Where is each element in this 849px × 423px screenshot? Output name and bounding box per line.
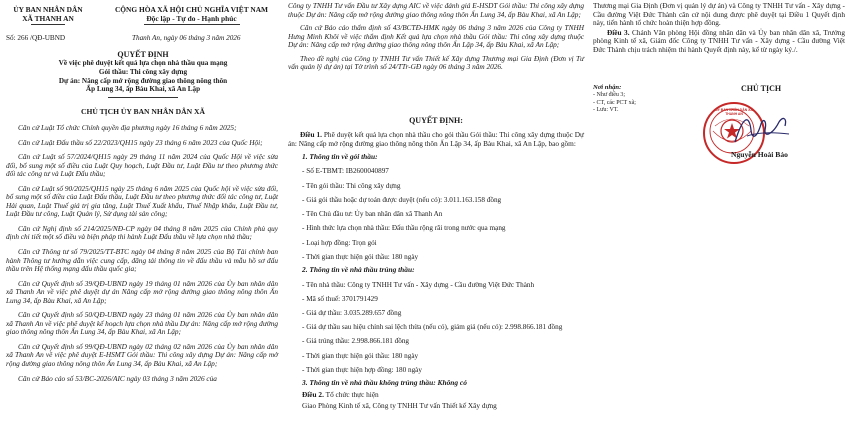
recipients-block [593, 84, 673, 115]
package-item: - Số E-TBMT: IB2600040897 [302, 167, 389, 176]
package-item: - Tên Chủ đầu tư: Ủy ban nhân dân xã Thanh An [302, 210, 443, 219]
decision-title [6, 50, 280, 116]
title-line3: Dự án: Nâng cấp mở rộng đường giao thông nông thôn [58, 76, 228, 85]
article-2-head: Điều 2. [302, 389, 324, 399]
article-2-detail: Giao Phòng Kinh tế xã, Công ty TNHH Tư vấn Thiết kế Xây dựng [302, 401, 497, 411]
section-loser-info: 3. Thông tin về nhà thầu không trúng thầu: Không có [302, 378, 467, 388]
article-1-head: Điều 1. [300, 130, 322, 139]
basis-para: Căn cứ Luật Tổ chức Chính quyền địa phương ngày 16 tháng 6 năm 2025; [18, 123, 237, 132]
recipient-item: - Lưu: VT. [593, 107, 619, 114]
agency-underline [31, 24, 65, 25]
legal-basis [6, 118, 278, 383]
recipients-title: Nơi nhận: [593, 84, 622, 91]
article-2-continued: Thương mại Gia Định (Đơn vị quản lý dự án) và Công ty TNHH Tư vấn - Xây dựng - Cầu đường Việt Đức Thành căn cứ nội dung được phê duyệt tại Điều 1 Quyết định này, tiến hành tổ chức hoàn thiện hợp đồng. [593, 1, 845, 28]
decision-body [288, 128, 584, 411]
agency-line1: ỦY BAN NHÂN DÂN [13, 5, 83, 14]
country-motto: Độc lập - Tự do - Hạnh phúc [146, 13, 237, 23]
article-continued [593, 2, 845, 54]
motto-underline [144, 24, 240, 25]
article-1-text: Phê duyệt kết quả lựa chọn nhà thầu cho gói thầu Gói thầu: Thi công xây dựng thuộc Dự án: Nâng cấp mở rộng đường giao thông nông thôn Ấn Lập 34, ấp Bàu Khai, xã An Lập, bao gồm: [288, 130, 584, 148]
article-2 [288, 391, 584, 400]
country-header [100, 6, 283, 25]
country-line1: CỘNG HÒA XÃ HỘI CHỦ NGHĨA VIỆT NAM [114, 5, 269, 14]
article-3-text: Chánh Văn phòng Hội đồng nhân dân và Ủy ban nhân dân xã, Trưởng phòng Kinh tế xã, Giám đốc Công ty TNHH Tư vấn - Xây dựng - Cầu đường Việt Đức Thành chịu trách nhiệm thi hành Quyết định này, kể từ ngày ký./. [593, 27, 845, 54]
title-line1: Về việc phê duyệt kết quả lựa chọn nhà thầu qua mạng [58, 59, 228, 68]
basis-para: Căn cứ Báo cáo thẩm định số 43/BCTĐ-HMK ngày 06 tháng 3 năm 2026 của Công ty TNHH Hưng Minh Khôi về việc thẩm định Kết quả lựa chọn nhà thầu Gói thầu: Thi công xây dựng thuộc Dự án: Nâng cấp mở rộng đường giao thông nông thôn Ấn Lập 34, ấp Bàu Khai, xã An Lập; [288, 23, 584, 50]
basis-para: Căn cứ Luật Đấu thầu số 22/2023/QH15 ngày 23 tháng 6 năm 2023 của Quốc Hội; [18, 137, 263, 147]
decide-heading: QUYẾT ĐỊNH: [409, 116, 463, 125]
title-line4: Ấp Lung 34, ấp Bàu Khai, xã An Lập [85, 85, 201, 94]
page-column-1 [0, 0, 283, 423]
package-item: - Thời gian thực hiện gói thầu: 180 ngày [302, 252, 419, 261]
seal-text: ỦY BAN NHÂN DÂN XÃ THANH AN [715, 108, 753, 116]
basis-para: Căn cứ Quyết định số 39/QĐ-UBND ngày 19 tháng 01 năm 2026 của Ủy ban nhân dân xã Thanh An về việc phê duyệt dự án Nâng cấp mở rộng đường giao thông nông thôn Ấn Lung 34, ấp Bàu Khai, xã An Lập; [6, 278, 278, 305]
winner-item: - Mã số thuế: 3701791429 [302, 294, 378, 303]
winner-item: - Giá dự thầu sau hiệu chỉnh sai lệch thừa (nếu có), giảm giá (nếu có): 2.998.866.181 đồng [302, 323, 563, 332]
signature-icon [729, 108, 793, 152]
article-2-text: Tổ chức thực hiện [325, 389, 379, 399]
winner-item: - Thời gian thực hiện gói thầu: 180 ngày [302, 351, 419, 360]
legal-basis-continued [288, 2, 584, 72]
decision-kind: QUYẾT ĐỊNH [117, 50, 169, 59]
package-item: - Tên gói thầu: Thi công xây dựng [302, 181, 401, 190]
recipient-item: - CT, các PCT xã; [593, 99, 636, 106]
article-1 [288, 131, 584, 148]
basis-para: Căn cứ Quyết định số 50/QĐ-UBND ngày 23 tháng 01 năm 2026 của Ủy ban nhân dân xã Thanh An về việc phê duyệt kế hoạch lựa chọn nhà thầu Dự án: Nâng cấp mở rộng đường giao thông nông thôn Ấn Lung 34, ấp Bàu Khai, xã An Lập; [6, 310, 278, 337]
package-item: - Hình thức lựa chọn nhà thầu: Đấu thầu rộng rãi trong nước qua mạng [302, 224, 506, 233]
basis-para: Căn cứ Luật số 57/2024/QH15 ngày 29 tháng 11 năm 2024 của Quốc Hội về việc sửa đổi, bổ sung một số điều của Luật Quy hoạch, Luật Đầu tư, Luật Đầu tư theo phương thức đối tác công tư và Luật Đấu thầu; [6, 152, 278, 179]
title-line2: Gói thầu: Thi công xây dựng [98, 68, 188, 76]
doc-number: Số: 266 /QĐ-UBND [6, 34, 66, 42]
basis-para: Căn cứ Báo cáo số 53/BC-2026/AIC ngày 03 tháng 3 năm 2026 của [18, 373, 217, 383]
basis-para: Công ty TNHH Tư vấn Đầu tư Xây dựng AIC về việc đánh giá E-HSDT Gói thầu: Thi công xây dựng thuộc Dự án: Nâng cấp mở rộng đường giao thông nông thôn Ấn Lung 34, ấp Bàu Khai, xã An Lập; [288, 1, 584, 19]
article-3-head: Điều 3. [607, 27, 630, 37]
section-winner-info: 2. Thông tin về nhà thầu trúng thầu: [302, 265, 415, 275]
page-column-2 [288, 0, 588, 423]
signer-title: CHỦ TỊCH [741, 84, 782, 93]
basis-para: Căn cứ Nghị định số 214/2025/NĐ-CP ngày 04 tháng 8 năm 2025 của Chính phủ quy định chi tiết một số điều và biện pháp thi hành Luật Đấu thầu về lựa chọn nhà thầu; [6, 223, 278, 242]
agency-header [0, 6, 96, 25]
winner-item: - Giá dự thầu: 3.035.289.657 đồng [302, 308, 402, 317]
title-underline [108, 97, 178, 98]
basis-para: Căn cứ Quyết định số 99/QĐ-UBND ngày 02 tháng 02 năm 2026 của Ủy ban nhân dân xã Thanh An về việc phê duyệt E-HSMT Gói thầu: Thi công xây dựng Dự án: Nâng cấp mở rộng đường giao thông nông thôn Ấn Lung 34, ấp Bàu Khai, xã An Lập; [6, 341, 278, 369]
article-3 [593, 29, 845, 55]
winner-item: - Thời gian thực hiện hợp đồng: 180 ngày [302, 365, 422, 374]
package-item: - Giá gói thầu hoặc dự toán được duyệt (nếu có): 3.011.163.158 đồng [302, 195, 502, 204]
package-item: - Loại hợp đồng: Trọn gói [302, 238, 377, 247]
winner-item: - Giá trúng thầu: 2.998.866.181 đồng [302, 337, 410, 346]
recipient-item: - Như điều 3; [593, 92, 626, 98]
authority: CHỦ TỊCH ỦY BAN NHÂN DÂN XÃ [80, 106, 206, 116]
agency-line2: XÃ THANH AN [22, 13, 74, 23]
basis-para: Căn cứ Luật số 90/2025/QH15 ngày 25 tháng 6 năm 2025 của Quốc hội về việc sửa đổi, bổ sung một số điều của Luật Đấu thầu, Luật Đầu tư theo phương thức đối tác công tư, Luật Hải quan, Luật Thuế giá trị gia tăng, Luật Thuế Xuất khẩu, Thuế Nhập khẩu, Luật Đầu tư, Luật Đầu tư công, Luật Quản lý, Sử dụng tài sản công; [6, 183, 278, 219]
page-column-3 [593, 0, 849, 423]
winner-name: - Tên nhà thầu: Công ty TNHH Tư vấn - Xây dựng - Cầu đường Việt Đức Thành [302, 280, 535, 289]
section-package-info: 1. Thông tin về gói thầu: [302, 152, 378, 162]
basis-para: Căn cứ Thông tư số 79/2025/TT-BTC ngày 04 tháng 8 năm 2025 của Bộ Tài chính ban hành Thông tư hướng dẫn việc cung cấp, đăng tải thông tin về đấu thầu và mẫu hồ sơ đấu thầu trên Hệ thống mạng đấu thầu quốc gia; [6, 247, 278, 274]
place-date: Thanh An, ngày 06 tháng 3 năm 2026 [132, 34, 241, 42]
basis-para: Theo đề nghị của Công ty TNHH Tư vấn Thiết kế Xây dựng Thương mại Gia Định (Đơn vị Tư vấn quản lý dự án) tại Tờ trình số 24/TTr-GĐ ngày 06 tháng 3 năm 2026. [288, 53, 584, 72]
signer-name: Nguyễn Hoài Bảo [731, 150, 788, 159]
